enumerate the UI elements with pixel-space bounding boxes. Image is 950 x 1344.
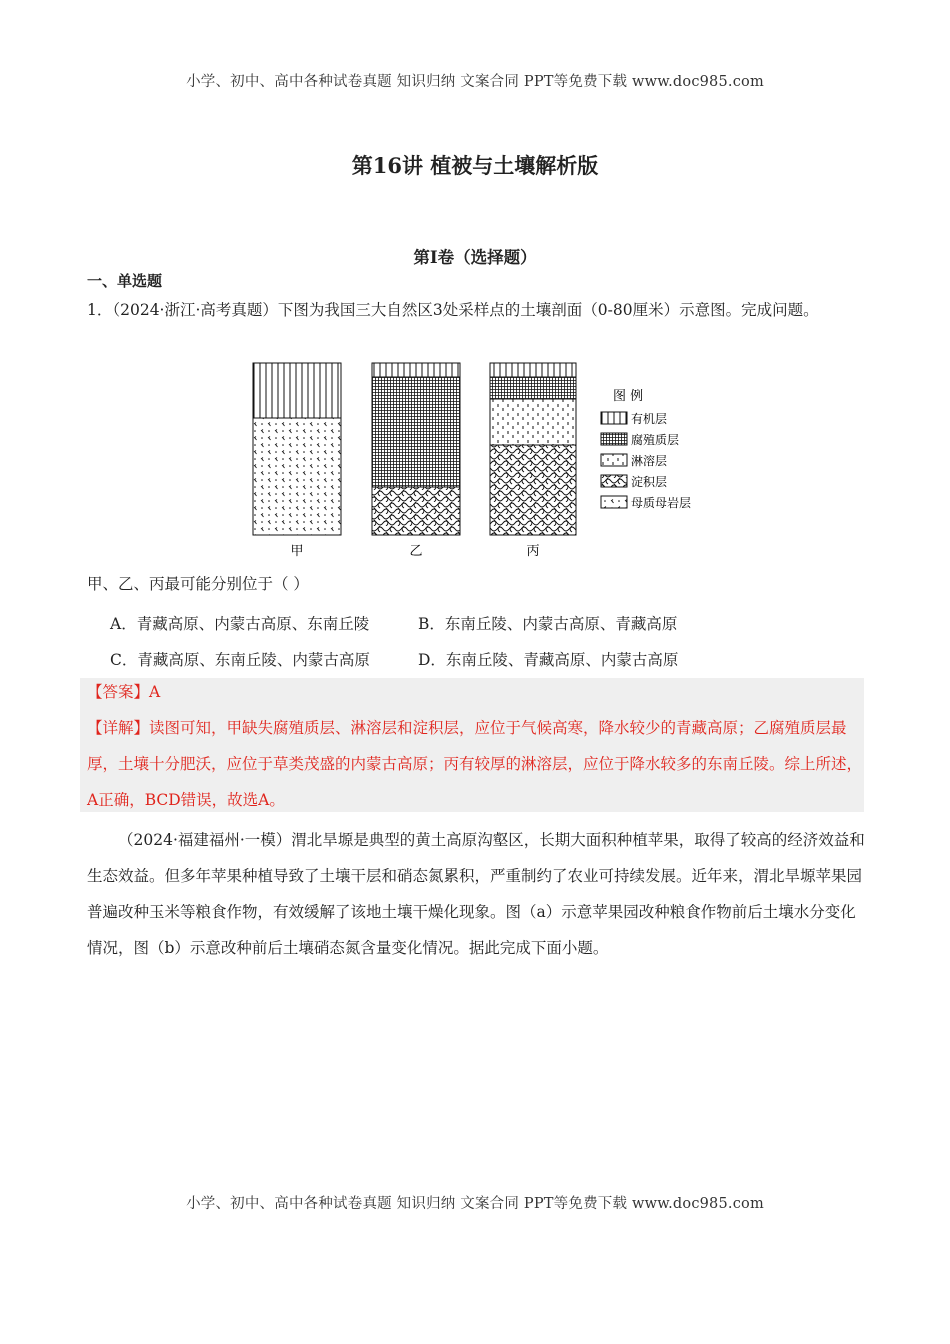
profile-column-yi	[372, 363, 460, 535]
label-jia: 甲	[290, 544, 304, 559]
legend-parent-rock: 母质母岩层	[631, 496, 692, 510]
volume-heading: 第I卷（选择题）	[413, 248, 537, 267]
page-footer: 小学、初中、高中各种试卷真题 知识归纳 文案合同 PPT等免费下载 www.doc985.com	[186, 1196, 764, 1212]
section-heading: 一、单选题	[87, 272, 163, 290]
question-1-text: 1．（2024·浙江·高考真题）下图为我国三大自然区3处采样点的土壤剖面（0-80厘米）示意图。完成问题。	[87, 301, 819, 319]
answer-detail: 【详解】读图可知，甲缺失腐殖质层、淋溶层和淀积层，应位于气候高寒，降水较少的青藏高原；乙腐殖质层最厚，土壤十分肥沃，应位于草类茂盛的内蒙古高原；丙有较厚的淋溶层，应位于降水较多的东南丘陵。综上所述，A正确，BCD错误，故选A。	[87, 719, 863, 809]
question-1-stem: 甲、乙、丙最可能分别位于（ ）	[87, 575, 309, 593]
legend-organic: 有机层	[631, 412, 668, 426]
label-yi: 乙	[409, 544, 423, 559]
answer-text: 【答案】A	[87, 683, 161, 701]
legend	[601, 389, 691, 510]
profile-column-bing	[490, 363, 576, 535]
legend-humus: 腐殖质层	[631, 433, 680, 447]
option-a: A．青藏高原、内蒙古高原、东南丘陵	[110, 615, 370, 633]
label-bing: 丙	[526, 544, 540, 559]
legend-illuvial: 淀积层	[631, 475, 668, 489]
option-c: C．青藏高原、东南丘陵、内蒙古高原	[110, 651, 370, 669]
page-header: 小学、初中、高中各种试卷真题 知识归纳 文案合同 PPT等免费下载 www.doc985.com	[186, 74, 764, 90]
option-d: D．东南丘陵、青藏高原、内蒙古高原	[418, 651, 679, 669]
profile-column-jia	[253, 363, 341, 535]
legend-title: 图 例	[613, 389, 644, 404]
option-b: B．东南丘陵、内蒙古高原、青藏高原	[418, 615, 678, 633]
soil-profile-figure	[245, 358, 715, 564]
passage-text: （2024·福建福州·一模）渭北旱塬是典型的黄土高原沟壑区，长期大面积种植苹果，取得了较高的经济效益和生态效益。但多年苹果种植导致了土壤干层和硝态氮累积，严重制约了农业可持续发展。近年来，渭北旱塬苹果园普遍改种玉米等粮食作物，有效缓解了该地土壤干燥化现象。图（a）示意苹果园改种粮食作物前后土壤水分变化情况，图（b）示意改种前后土壤硝态氮含量变化情况。据此完成下面小题。	[87, 831, 865, 957]
legend-leaching: 淋溶层	[631, 454, 668, 468]
page-title: 第16讲 植被与土壤解析版	[351, 153, 599, 178]
